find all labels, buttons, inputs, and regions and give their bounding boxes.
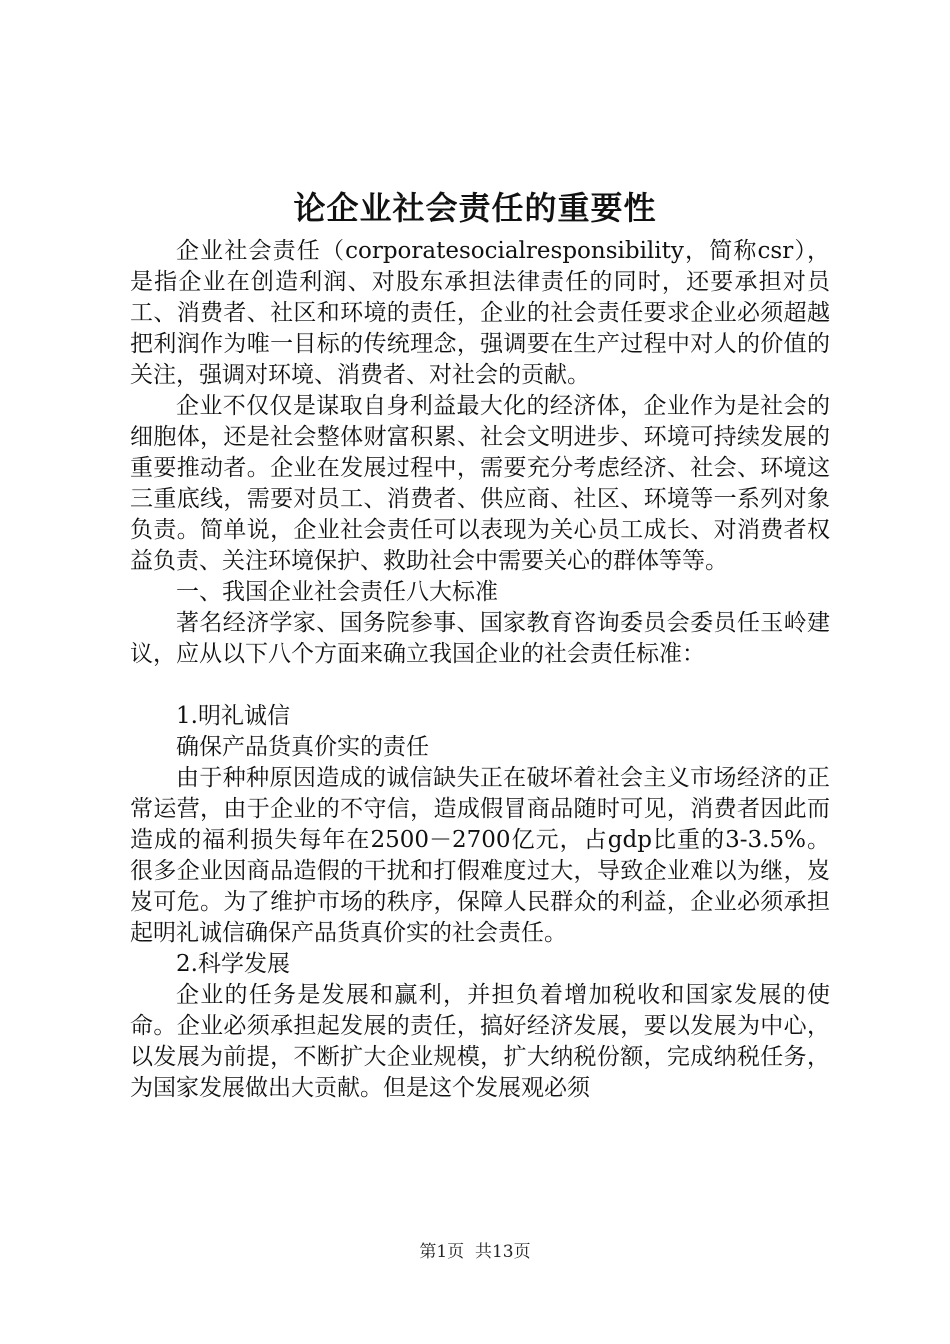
- section-heading-standards: 一、我国企业社会责任八大标准: [176, 579, 498, 605]
- paragraph-intro: 企业社会责任（corporatesocialresponsibility，简称csr），是指企业在创造利润、对股东承担法律责任的同时，还要承担对员工、消费者、社区和环境的责任，企业的社会责任要求企业必须超越把利润作为唯一目标的传统理念，强调要在生产过程中对人的价值的关注，强调对环境、消费者、对社会的贡献。: [130, 238, 830, 388]
- paragraph-enterprise-role: 企业不仅仅是谋取自身利益最大化的经济体，企业作为是社会的细胞体，还是社会整体财富积累、社会文明进步、环境可持续发展的重要推动者。企业在发展过程中，需要充分考虑经济、社会、环境这三重底线，需要对员工、消费者、供应商、社区、环境等一系列对象负责。简单说，企业社会责任可以表现为关心员工成长、对消费者权益负责、关注环境保护、救助社会中需要关心的群体等等。: [130, 393, 830, 574]
- subheading-integrity: 1.明礼诚信: [176, 703, 290, 729]
- document-title: 论企业社会责任的重要性: [293, 189, 657, 227]
- subheading-scientific-development: 2.科学发展: [176, 951, 290, 977]
- paragraph-integrity: 由于种种原因造成的诚信缺失正在破坏着社会主义市场经济的正常运营，由于企业的不守信，造成假冒商品随时可见，消费者因此而造成的福利损失每年在2500－2700亿元，占gdp比重的3-3.5%。很多企业因商品造假的干扰和打假难度过大，导致企业难以为继，岌岌可危。为了维护市场的秩序，保障人民群众的利益，企业必须承担起明礼诚信确保产品货真价实的社会责任。: [130, 765, 830, 946]
- paragraph-standards-intro: 著名经济学家、国务院参事、国家教育咨询委员会委员任玉岭建议，应从以下八个方面来确立我国企业的社会责任标准：: [130, 610, 830, 667]
- paragraph-development: 企业的任务是发展和赢利，并担负着增加税收和国家发展的使命。企业必须承担起发展的责任，搞好经济发展，要以发展为中心，以发展为前提，不断扩大企业规模，扩大纳税份额，完成纳税任务，为国家发展做出大贡献。但是这个发展观必须: [130, 982, 830, 1101]
- page-number-label: 第1页 共13页: [419, 1242, 531, 1262]
- page-footer: [0, 1240, 950, 1264]
- document-body: [130, 236, 830, 1104]
- subheading-integrity-desc: 确保产品货真价实的责任: [176, 734, 429, 760]
